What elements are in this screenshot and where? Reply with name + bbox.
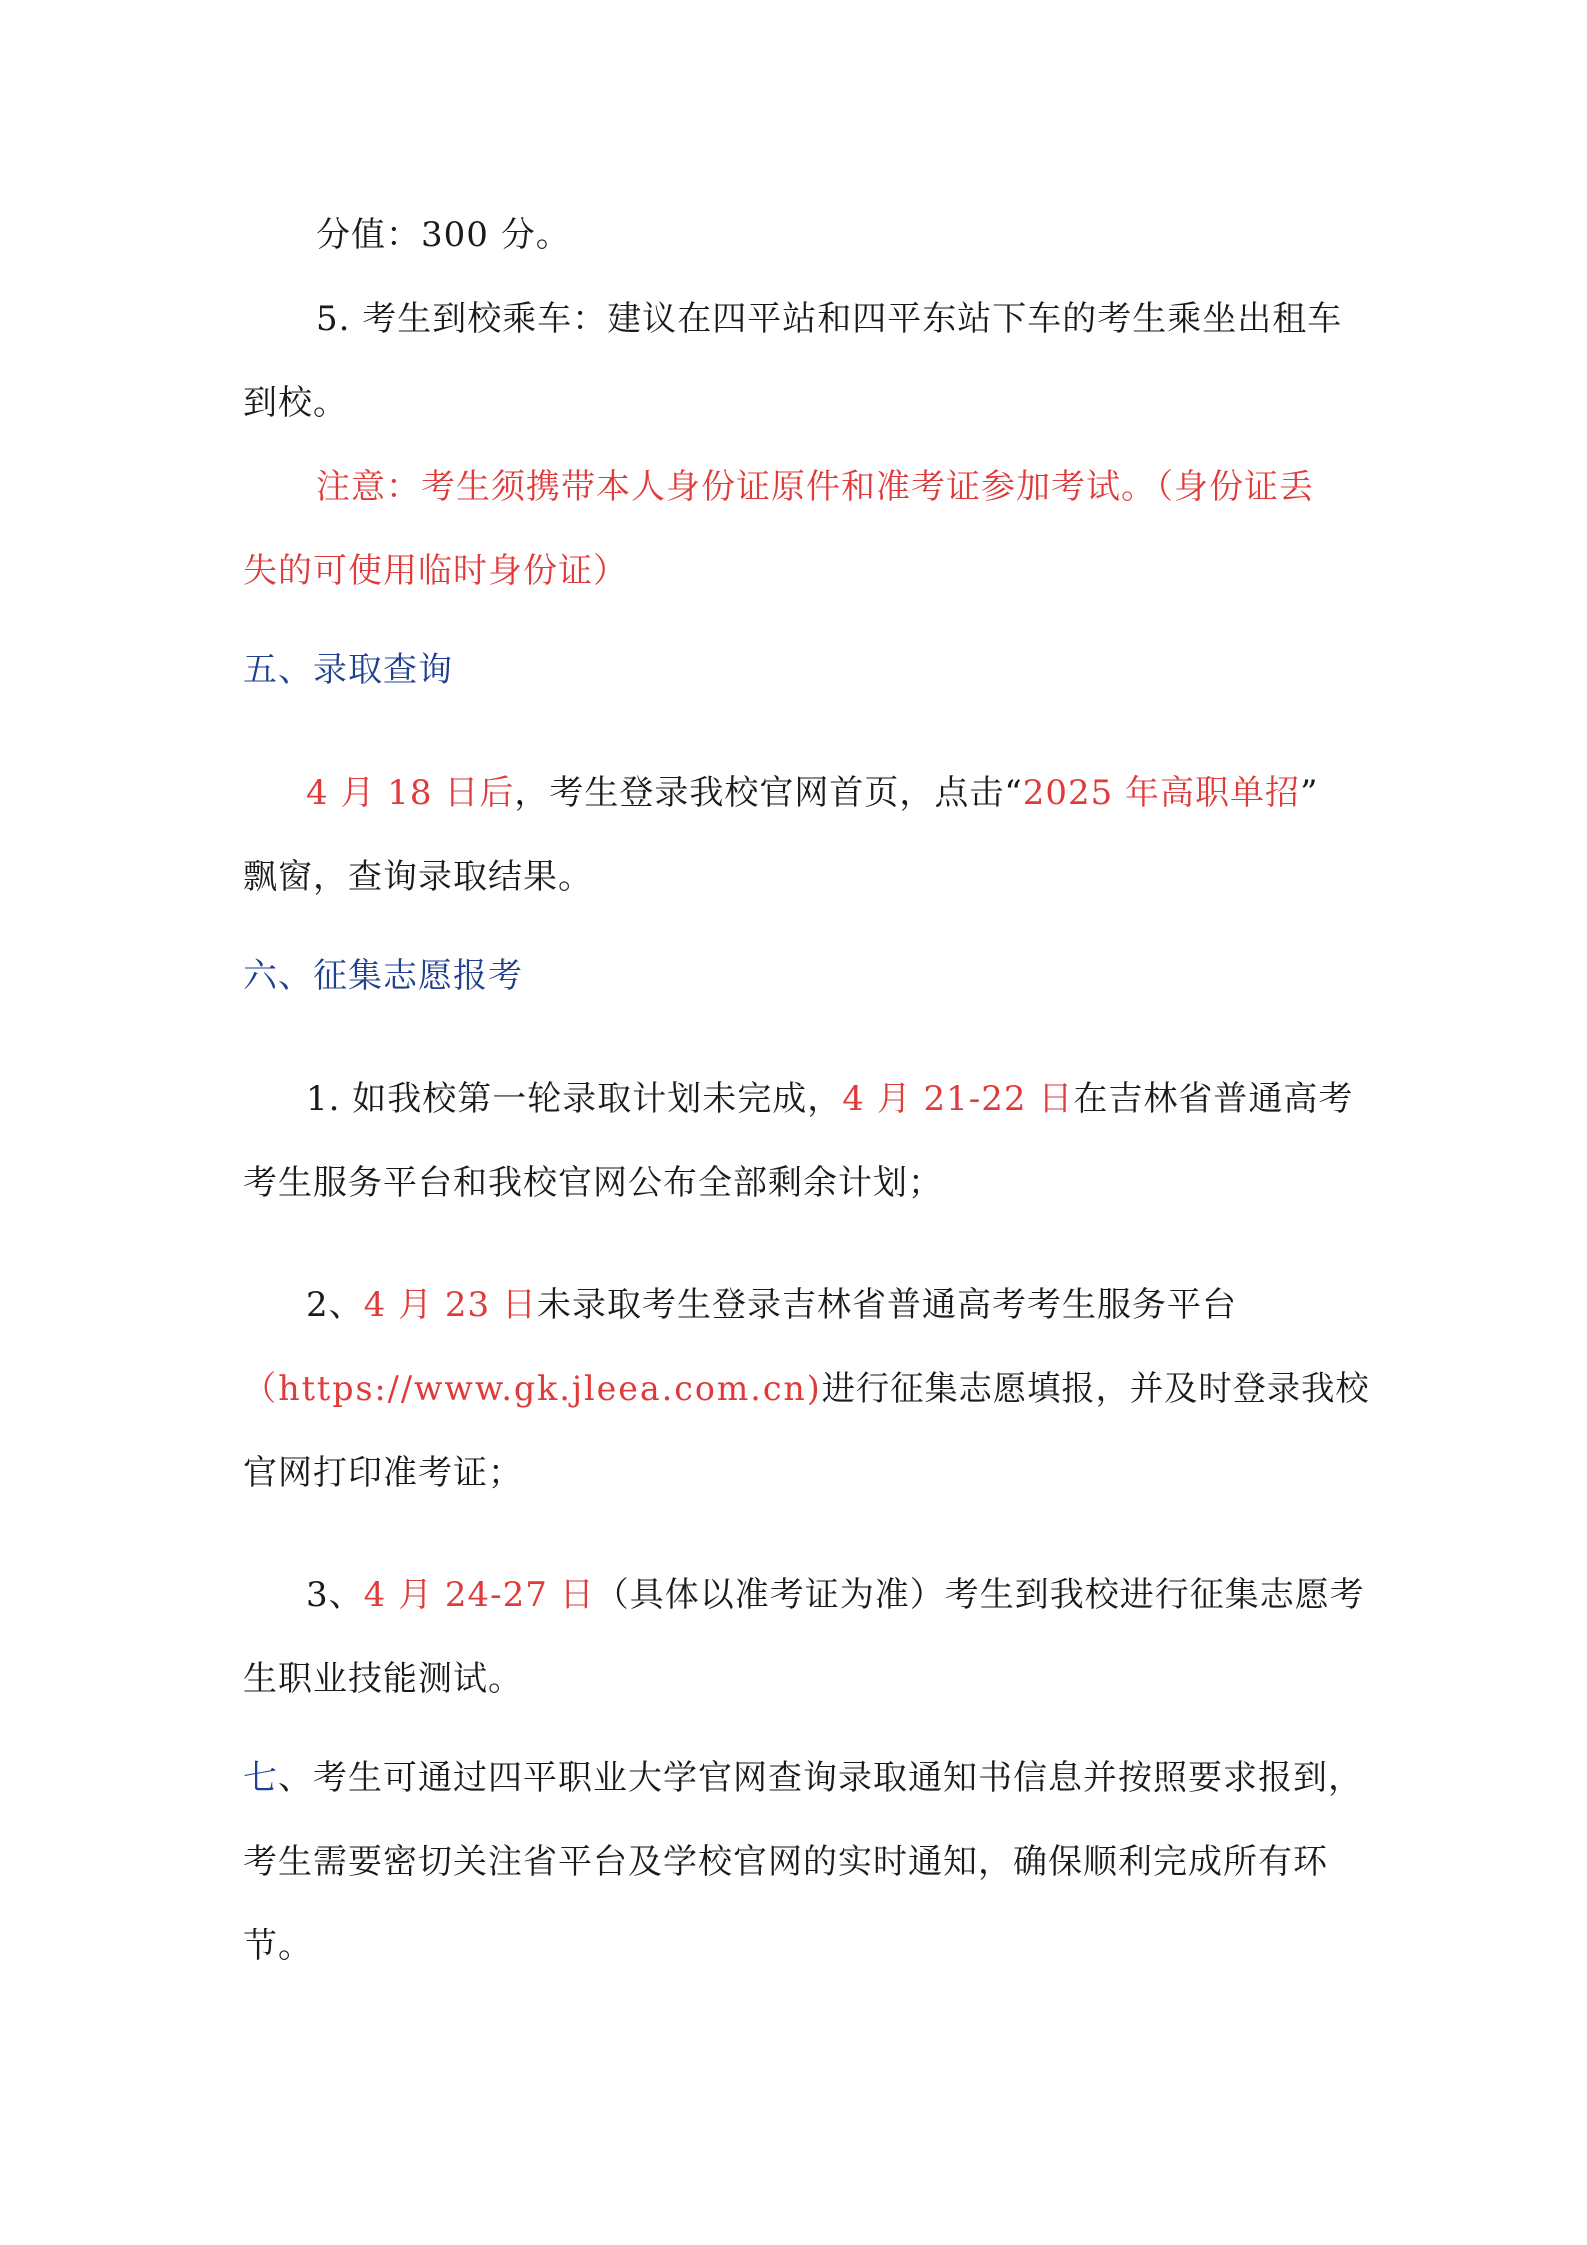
section5-line1: [306, 771, 1318, 815]
section6-item1-line1: [306, 1077, 1353, 1121]
section7-line1: [243, 1756, 1363, 1800]
item2-suffix: 未录取考生登录吉林省普通高考考生服务平台: [536, 1285, 1237, 1325]
section5-date: 4 月 18 日后: [306, 773, 515, 813]
section6-heading: 六、征集志愿报考: [243, 956, 523, 996]
transport-text-line1: 5. 考生到校乘车：建议在四平站和四平东站下车的考生乘坐出租车: [316, 299, 1343, 339]
section5-text-b: ”: [1300, 773, 1319, 813]
item1-date: 4 月 21-22 日: [842, 1079, 1074, 1119]
section7-number: 七: [243, 1758, 278, 1798]
section6-item2-line1: [306, 1283, 1237, 1327]
section6-item2-line3: 官网打印准考证；: [243, 1453, 523, 1493]
item1-prefix: 1. 如我校第一轮录取计划未完成，: [306, 1079, 843, 1119]
score-value-text: 分值：300 分。: [316, 215, 571, 255]
item3-date: 4 月 24-27 日: [363, 1575, 595, 1615]
section5-highlight: 2025 年高职单招: [1022, 773, 1301, 813]
section7-line3: 节。: [243, 1926, 313, 1966]
item1-suffix: 在吉林省普通高考: [1073, 1079, 1354, 1119]
section5-heading: 五、录取查询: [243, 650, 453, 690]
section6-item1-line2: 考生服务平台和我校官网公布全部剩余计划；: [243, 1163, 943, 1203]
section5-text-a: ，考生登录我校官网首页，点击“: [514, 773, 1023, 813]
section5-line2: 飘窗，查询录取结果。: [243, 857, 593, 897]
platform-url-link[interactable]: （https://www.gk.jleea.com.cn): [243, 1369, 822, 1409]
section6-item3-line2: 生职业技能测试。: [243, 1659, 523, 1699]
item3-suffix: （具体以准考证为准）考生到我校进行征集志愿考: [594, 1575, 1365, 1615]
item2-date: 4 月 23 日: [363, 1285, 537, 1325]
section6-item3-line1: [306, 1573, 1365, 1617]
section7-line1-text: 、考生可通过四平职业大学官网查询录取通知书信息并按照要求报到，: [278, 1758, 1363, 1798]
section6-item2-line2: [243, 1367, 1370, 1411]
notice-line2: 失的可使用临时身份证）: [243, 551, 628, 591]
item2-prefix: 2、: [306, 1285, 364, 1325]
item3-prefix: 3、: [306, 1575, 364, 1615]
transport-text-line2: 到校。: [243, 383, 348, 423]
notice-line1: 注意：考生须携带本人身份证原件和准考证参加考试。（身份证丢: [316, 467, 1314, 507]
section7-line2: 考生需要密切关注省平台及学校官网的实时通知，确保顺利完成所有环: [243, 1842, 1328, 1882]
item2-line2-suffix: 进行征集志愿填报，并及时登录我校: [821, 1369, 1370, 1409]
